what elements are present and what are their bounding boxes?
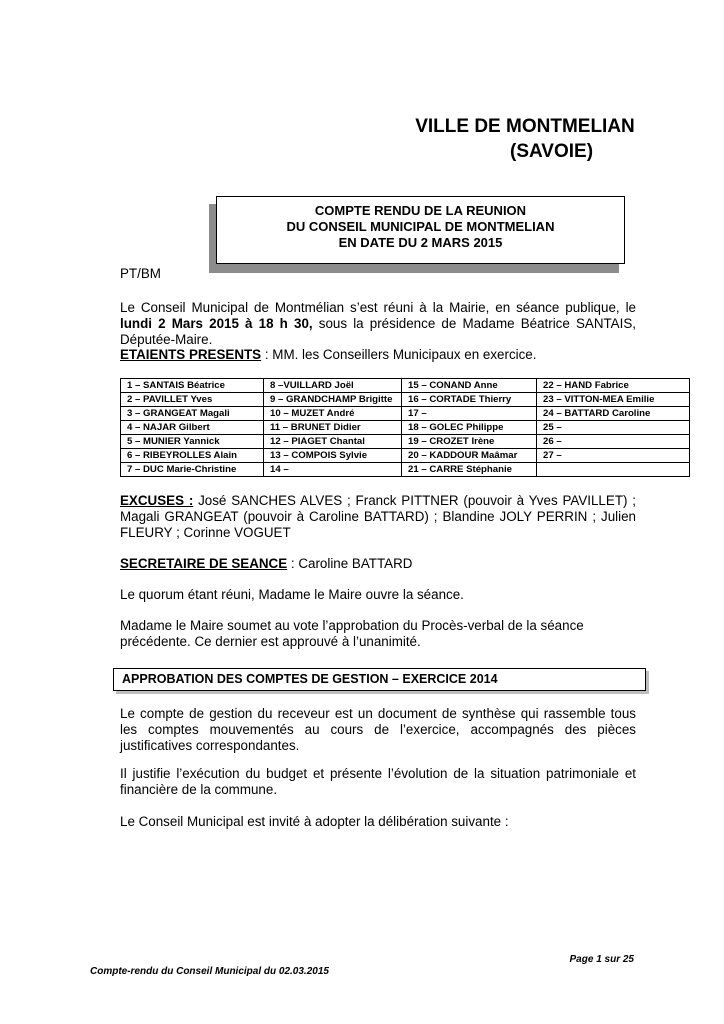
member-row <box>121 421 690 435</box>
title-line-2: DU CONSEIL MUNICIPAL DE MONTMELIAN <box>286 219 555 234</box>
member-cell: 18 – GOLEC Philippe <box>402 421 537 435</box>
member-cell: 27 – <box>537 449 690 463</box>
intro-paragraph <box>120 300 636 348</box>
excuses-text: José SANCHES ALVES ; Franck PITTNER (pouvoir à Yves PAVILLET) ; Magali GRANGEAT (pouvoir à Caroline BATTARD) ; Blandine JOLY PERRIN ; Julien FLEURY ; Corinne VOGUET <box>120 493 636 540</box>
member-cell: 6 – RIBEYROLLES Alain <box>121 449 264 463</box>
member-row <box>121 379 690 393</box>
body-paragraph-1: Le compte de gestion du receveur est un document de synthèse qui rassemble tous les comptes mouvementés au cours de l’exercice, accompagnés des pièces justificatives correspondantes. <box>120 706 636 753</box>
section-title: APPROBATION DES COMPTES DE GESTION – EXERCICE 2014 <box>113 668 646 691</box>
title-box <box>216 196 625 264</box>
present-text: : MM. les Conseillers Municipaux en exercice. <box>261 347 537 362</box>
member-cell: 23 – VITTON-MEA Emilie <box>537 393 690 407</box>
member-cell: 14 – <box>264 463 402 477</box>
body-paragraph-3: Le Conseil Municipal est invité à adopter la délibération suivante : <box>120 814 509 829</box>
page-number: Page 1 sur 25 <box>569 954 634 965</box>
intro-text-2: sous la présidence de Madame Béatrice SANTAIS, Députée-Maire. <box>120 316 636 347</box>
pv-paragraph: Madame le Maire soumet au vote l’approbation du Procès-verbal de la séance précédente. Ce dernier est approuvé à l’unanimité. <box>120 618 584 649</box>
secretaire-text: : Caroline BATTARD <box>287 556 413 571</box>
footer-document-title: Compte-rendu du Conseil Municipal du 02.03.2015 <box>90 966 329 977</box>
intro-text-1: Le Conseil Municipal de Montmélian s’est réuni à la Mairie, en séance publique, le <box>120 300 636 315</box>
member-cell: 13 – COMPOIS Sylvie <box>264 449 402 463</box>
intro-date: lundi 2 Mars 2015 à 18 h 30, <box>120 316 313 331</box>
member-row <box>121 407 690 421</box>
member-cell: 22 – HAND Fabrice <box>537 379 690 393</box>
title-line-1: COMPTE RENDU DE LA REUNION <box>314 203 527 218</box>
member-cell: 5 – MUNIER Yannick <box>121 435 264 449</box>
member-cell: 21 – CARRE Stéphanie <box>402 463 537 477</box>
town-heading <box>400 114 650 164</box>
member-row <box>121 449 690 463</box>
excuses-label: EXCUSES : <box>120 493 194 508</box>
member-row <box>121 393 690 407</box>
member-cell: 8 –VUILLARD Joël <box>264 379 402 393</box>
member-row <box>121 435 690 449</box>
member-cell: 16 – CORTADE Thierry <box>402 393 537 407</box>
member-cell: 7 – DUC Marie-Christine <box>121 463 264 477</box>
member-cell: 19 – CROZET Irène <box>402 435 537 449</box>
member-cell: 17 – <box>402 407 537 421</box>
member-cell: 25 – <box>537 421 690 435</box>
secretaire-paragraph <box>120 556 636 572</box>
present-paragraph <box>120 347 636 363</box>
body-paragraph-2: Il justifie l’exécution du budget et présente l’évolution de la situation patrimoniale et financière de la commune. <box>120 766 636 797</box>
present-label: ETAIENTS PRESENTS <box>120 347 262 362</box>
excuses-paragraph <box>120 493 636 541</box>
member-cell: 11 – BRUNET Didier <box>264 421 402 435</box>
reference: PT/BM <box>120 266 161 281</box>
members-table <box>120 378 690 477</box>
member-cell: 10 – MUZET André <box>264 407 402 421</box>
member-cell: 20 – KADDOUR Maâmar <box>402 449 537 463</box>
member-cell: 12 – PIAGET Chantal <box>264 435 402 449</box>
member-cell: 3 – GRANGEAT Magali <box>121 407 264 421</box>
secretaire-label: SECRETAIRE DE SEANCE <box>120 556 288 571</box>
member-cell: 2 – PAVILLET Yves <box>121 393 264 407</box>
member-cell: 9 – GRANDCHAMP Brigitte <box>264 393 402 407</box>
member-cell: 24 – BATTARD Caroline <box>537 407 690 421</box>
title-line-3: EN DATE DU 2 MARS 2015 <box>338 235 503 250</box>
member-cell: 4 – NAJAR Gilbert <box>121 421 264 435</box>
member-row <box>121 463 690 477</box>
member-cell: 26 – <box>537 435 690 449</box>
member-cell: 1 – SANTAIS Béatrice <box>121 379 264 393</box>
region-name: (SAVOIE) <box>510 141 594 162</box>
member-cell: 15 – CONAND Anne <box>402 379 537 393</box>
town-name: VILLE DE MONTMELIAN <box>415 116 635 137</box>
member-cell <box>537 463 690 477</box>
quorum-paragraph: Le quorum étant réuni, Madame le Maire ouvre la séance. <box>120 587 464 602</box>
